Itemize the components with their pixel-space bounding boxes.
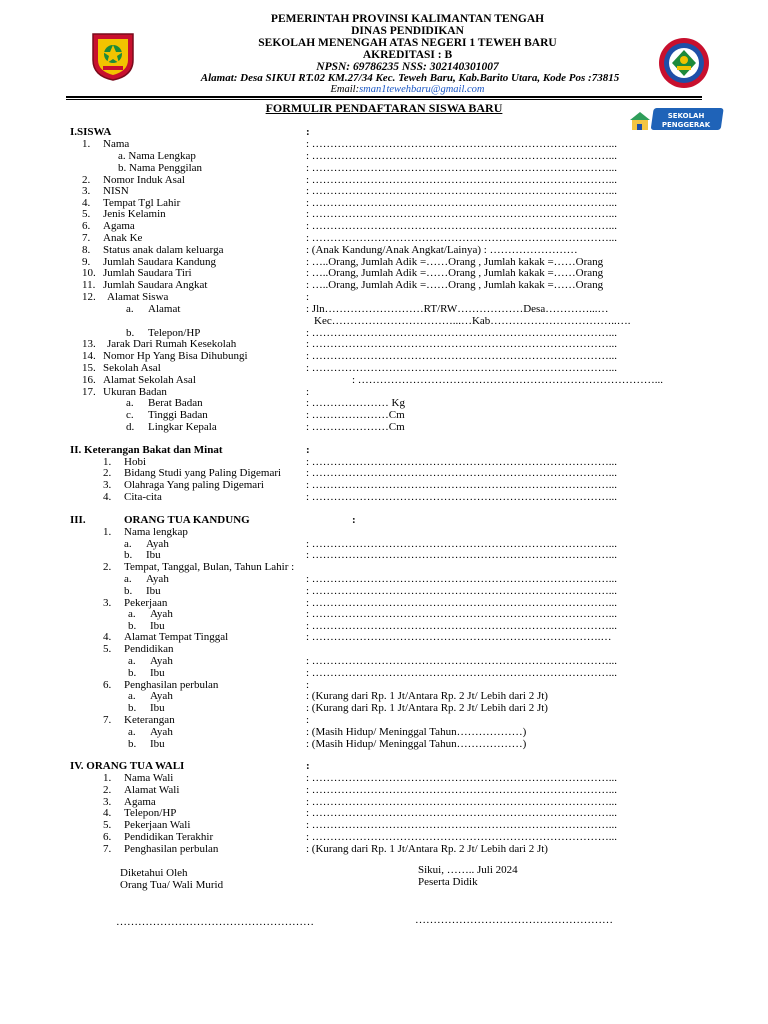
form-line: : — [306, 714, 310, 726]
form-line: : ………………………………………………………………………... — [306, 807, 618, 819]
form-line: Sekolah Asal — [103, 362, 161, 374]
header-email-line — [155, 84, 660, 96]
form-line: : ………………… Kg — [306, 397, 405, 409]
form-line: Ayah — [150, 726, 173, 738]
header-line-3: SEKOLAH MENENGAH ATAS NEGERI 1 TEWEH BARU — [258, 37, 557, 49]
form-line: 2. — [82, 174, 91, 186]
form-line: Pendidikan — [124, 643, 174, 655]
form-line: Ibu — [150, 738, 165, 750]
form-line: : ………………………………………………………………………... — [306, 467, 618, 479]
form-line: Hobi — [124, 456, 146, 468]
form-line: : Jln………………………RT/RW………………Desa…………...… — [306, 303, 609, 315]
form-line: : — [306, 386, 310, 398]
form-line: Alamat Siswa — [107, 291, 169, 303]
form-line: 9. — [82, 256, 91, 268]
form-line: Pendidikan Terakhir — [124, 831, 214, 843]
form-line: : — [306, 126, 310, 138]
form-line: : ………………………………………………………………………... — [306, 608, 618, 620]
form-line: 6. — [103, 831, 112, 843]
form-line: b. — [128, 738, 137, 750]
form-line: Kec……………………………...…Kab……………………………..…. — [314, 315, 631, 327]
form-line: : ………………………………………………………………………... — [306, 831, 618, 843]
form-line: : — [306, 444, 310, 456]
header-address: Alamat: Desa SIKUI RT.02 KM.27/34 Kec. Teweh Baru, Kab.Barito Utara, Kode Pos :73815 — [200, 72, 620, 84]
form-line: 7. — [103, 843, 112, 855]
form-line: III. — [70, 514, 86, 526]
header-rule-thick — [66, 96, 702, 98]
form-line: : ………………………………………………………………………... — [306, 620, 618, 632]
form-line: 3. — [103, 479, 112, 491]
form-line: : ………………………………………………………………………... — [306, 573, 618, 585]
form-line: : ………………………………………………………………………... — [306, 597, 618, 609]
form-line: 4. — [103, 807, 112, 819]
form-line: Anak Ke — [103, 232, 143, 244]
svg-text:SEKOLAH: SEKOLAH — [667, 112, 705, 120]
form-line: Agama — [124, 796, 156, 808]
form-line: : …………………Cm — [306, 409, 405, 421]
form-line: 1. — [103, 526, 112, 538]
form-line: IV. ORANG TUA WALI — [70, 760, 185, 772]
form-line: : ………………………………………………………………………... — [306, 456, 618, 468]
form-line: 1. — [82, 138, 91, 150]
letterhead — [0, 0, 768, 100]
form-line: Ibu — [146, 549, 161, 561]
parent-signature-line: ……………………………………………… — [116, 916, 314, 928]
form-line: Tempat, Tanggal, Bulan, Tahun Lahir : — [124, 561, 295, 573]
form-line: b. — [124, 585, 133, 597]
email-label: Email: — [330, 84, 360, 95]
form-line: NISN — [103, 185, 129, 197]
form-line: Alamat Wali — [124, 784, 180, 796]
form-line: Alamat — [148, 303, 181, 315]
form-line: Cita-cita — [124, 491, 162, 503]
form-line: : ………………………………………………………………………... — [306, 819, 618, 831]
form-line: Tinggi Badan — [148, 409, 208, 421]
form-line: : ………………………………………………………………………... — [306, 350, 618, 362]
form-line: : (Kurang dari Rp. 1 Jt/Antara Rp. 2 Jt/ Lebih dari 2 Jt) — [306, 843, 548, 855]
form-line: 4. — [103, 491, 112, 503]
form-line: : ………………………………………………………………………... — [306, 338, 618, 350]
form-line: Bidang Studi yang Paling Digemari — [124, 467, 282, 479]
form-line: Ibu — [146, 585, 161, 597]
form-line: : ………………………………………………………………………... — [306, 655, 618, 667]
form-line: Nomor Induk Asal — [103, 174, 185, 186]
form-line: : …..Orang, Jumlah Adik =……Orang , Jumlah kakak =……Orang — [306, 279, 604, 291]
form-line: : ………………………………………………………………………... — [306, 185, 618, 197]
form-line: Penghasilan perbulan — [124, 843, 219, 855]
header-line-1: PEMERINTAH PROVINSI KALIMANTAN TENGAH — [270, 13, 545, 25]
form-line: : ………………………………………………………………………... — [306, 667, 618, 679]
form-line: : (Kurang dari Rp. 1 Jt/Antara Rp. 2 Jt/ Lebih dari 2 Jt) — [306, 690, 548, 702]
form-line: Jumlah Saudara Kandung — [103, 256, 217, 268]
form-line: a. — [126, 303, 134, 315]
form-line: : …………………Cm — [306, 421, 405, 433]
form-line: Nama — [103, 138, 130, 150]
form-line: : ………………………………………………………………………... — [352, 374, 664, 386]
form-line: Tempat Tgl Lahir — [103, 197, 181, 209]
form-line: b. — [128, 702, 137, 714]
form-line: a. — [128, 655, 136, 667]
form-line: : ………………………………………………………………………... — [306, 232, 618, 244]
svg-text:PENGGERAK: PENGGERAK — [661, 121, 711, 129]
form-line: 15. — [82, 362, 96, 374]
form-line: Nama Wali — [124, 772, 174, 784]
form-line: : (Kurang dari Rp. 1 Jt/Antara Rp. 2 Jt/ Lebih dari 2 Jt) — [306, 702, 548, 714]
student-label: Peserta Didik — [418, 876, 478, 888]
form-line: Telepon/HP — [124, 807, 177, 819]
form-line: Penghasilan perbulan — [124, 679, 219, 691]
form-line: : ………………………………………………………………………... — [306, 491, 618, 503]
form-line: d. — [126, 421, 135, 433]
form-line: b. — [124, 549, 133, 561]
form-line: 17. — [82, 386, 96, 398]
form-line: 5. — [82, 208, 91, 220]
known-by-label: Diketahui Oleh — [120, 867, 188, 879]
form-line: : …………………………………………………………………….… — [306, 631, 612, 643]
form-line: b. — [126, 327, 135, 339]
form-line: : ………………………………………………………………………... — [306, 585, 618, 597]
form-line: : ………………………………………………………………………... — [306, 150, 618, 162]
form-line: 3. — [103, 597, 112, 609]
form-line: Ibu — [150, 702, 165, 714]
form-line: Alamat Tempat Tinggal — [124, 631, 229, 643]
form-line: c. — [126, 409, 134, 421]
form-line: : (Masih Hidup/ Meninggal Tahun………………) — [306, 726, 527, 738]
form-line: 2. — [103, 561, 112, 573]
form-line: Status anak dalam keluarga — [103, 244, 224, 256]
form-line: Berat Badan — [148, 397, 203, 409]
form-line: II. Keterangan Bakat dan Minat — [70, 444, 223, 456]
form-line: Telepon/HP — [148, 327, 201, 339]
form-line: Pekerjaan Wali — [124, 819, 191, 831]
form-line: : ………………………………………………………………………... — [306, 174, 618, 186]
form-line: I.SISWA — [70, 126, 112, 138]
form-line: : ………………………………………………………………………... — [306, 362, 618, 374]
form-line: 10. — [82, 267, 96, 279]
form-line: : ………………………………………………………………………... — [306, 138, 618, 150]
header-rule-thin — [66, 99, 702, 100]
form-line: Ibu — [150, 667, 165, 679]
form-line: Jumlah Saudara Angkat — [103, 279, 208, 291]
form-line: a. — [124, 573, 132, 585]
form-line: b. — [128, 620, 137, 632]
form-line: 8. — [82, 244, 91, 256]
form-line: Ibu — [150, 620, 165, 632]
form-line: : ………………………………………………………………………... — [306, 784, 618, 796]
form-line: 6. — [103, 679, 112, 691]
form-line: : ………………………………………………………………………... — [306, 327, 618, 339]
form-line: : — [306, 291, 310, 303]
form-line: 3. — [103, 796, 112, 808]
form-line: 3. — [82, 185, 91, 197]
form-line: : — [352, 514, 356, 526]
form-line: Ayah — [150, 608, 173, 620]
form-line: 2. — [103, 784, 112, 796]
date-place-label: Sikui, …….. Juli 2024 — [418, 864, 518, 876]
form-line: a. — [128, 690, 136, 702]
form-line: 14. — [82, 350, 96, 362]
form-line: 1. — [103, 772, 112, 784]
form-line: : (Masih Hidup/ Meninggal Tahun………………) — [306, 738, 527, 750]
form-line: 5. — [103, 643, 112, 655]
form-line: : ………………………………………………………………………... — [306, 796, 618, 808]
form-line: ORANG TUA KANDUNG — [124, 514, 250, 526]
form-line: 16. — [82, 374, 96, 386]
right-school-logo-icon — [657, 36, 711, 90]
form-line: : ………………………………………………………………………... — [306, 208, 618, 220]
form-title: FORMULIR PENDAFTARAN SISWA BARU — [265, 101, 503, 115]
form-line: Nomor Hp Yang Bisa Dihubungi — [103, 350, 248, 362]
form-line: Alamat Sekolah Asal — [103, 374, 196, 386]
header-line-2: DINAS PENDIDIKAN — [351, 25, 464, 37]
student-signature-line: ……………………………………………… — [415, 914, 613, 926]
form-line: a. — [128, 608, 136, 620]
form-line: Ayah — [150, 655, 173, 667]
form-line: 4. — [103, 631, 112, 643]
header-npsn: NPSN: 69786235 NSS: 302140301007 — [316, 61, 499, 73]
form-line: 11. — [82, 279, 96, 291]
form-line: : ………………………………………………………………………... — [306, 549, 618, 561]
form-line: b. — [128, 667, 137, 679]
form-line: b. Nama Penggilan — [118, 162, 203, 174]
form-line: : — [306, 760, 310, 772]
form-line: Ayah — [146, 538, 169, 550]
form-line: 4. — [82, 197, 91, 209]
form-line: : ………………………………………………………………………... — [306, 197, 618, 209]
form-line: Jumlah Saudara Tiri — [103, 267, 192, 279]
form-line: 5. — [103, 819, 112, 831]
form-line: : ………………………………………………………………………... — [306, 772, 618, 784]
form-line: Ukuran Badan — [103, 386, 167, 398]
form-line: Lingkar Kepala — [148, 421, 217, 433]
form-line: Olahraga Yang paling Digemari — [124, 479, 264, 491]
form-line: : (Anak Kandung/Anak Angkat/Lainya) : …………………… — [306, 244, 578, 256]
form-line: : …..Orang, Jumlah Adik =……Orang , Jumlah kakak =……Orang — [306, 256, 604, 268]
form-line: Jenis Kelamin — [103, 208, 166, 220]
form-line: Ayah — [150, 690, 173, 702]
form-line: 6. — [82, 220, 91, 232]
form-line: 7. — [103, 714, 112, 726]
parent-guardian-label: Orang Tua/ Wali Murid — [120, 879, 224, 891]
form-line: : ………………………………………………………………………... — [306, 479, 618, 491]
form-line: 13. — [82, 338, 96, 350]
form-line: Agama — [103, 220, 135, 232]
form-line: Nama lengkap — [124, 526, 188, 538]
email-link[interactable]: sman1tewehbaru@gmail.com — [359, 84, 485, 95]
form-line: : ………………………………………………………………………... — [306, 162, 618, 174]
form-line: 7. — [82, 232, 91, 244]
form-line: a. — [126, 397, 134, 409]
form-line: 2. — [103, 467, 112, 479]
form-line: : ………………………………………………………………………... — [306, 220, 618, 232]
form-line: 1. — [103, 456, 112, 468]
form-line: a. — [128, 726, 136, 738]
form-line: Keterangan — [124, 714, 175, 726]
form-line: Ayah — [146, 573, 169, 585]
form-line: Jarak Dari Rumah Kesekolah — [107, 338, 237, 350]
form-line: : ………………………………………………………………………... — [306, 538, 618, 550]
form-line: 12. — [82, 291, 96, 303]
form-line: Pekerjaan — [124, 597, 168, 609]
form-line: a. — [124, 538, 132, 550]
header-line-4: AKREDITASI : B — [362, 49, 453, 61]
form-line: : …..Orang, Jumlah Adik =……Orang , Jumlah kakak =……Orang — [306, 267, 604, 279]
form-line: : — [306, 679, 310, 691]
form-line: a. Nama Lengkap — [118, 150, 196, 162]
